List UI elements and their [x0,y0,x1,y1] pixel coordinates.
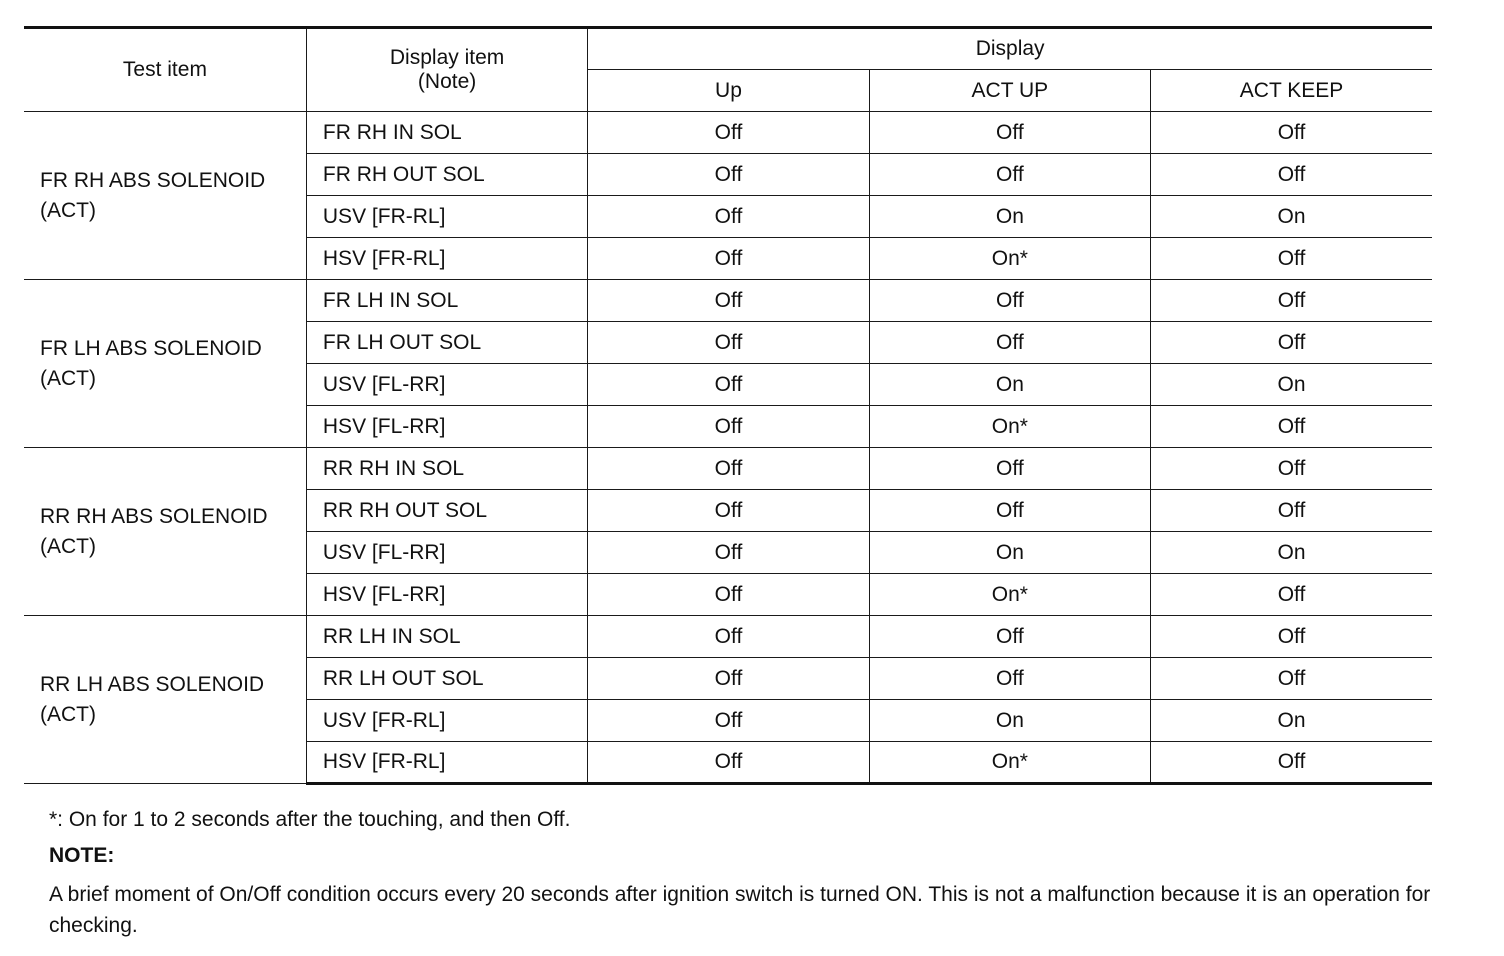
up-value-cell: Off [588,490,869,532]
test-item-suffix: (ACT) [40,366,96,390]
header-display: Display [588,28,1432,70]
up-value-cell: Off [588,742,869,784]
act-up-value-cell: On* [869,574,1150,616]
display-item-cell: HSV [FR-RL] [306,238,587,280]
header-act-keep: ACT KEEP [1151,70,1432,112]
test-item-name: FR LH ABS SOLENOID [40,336,262,360]
display-item-cell: USV [FL-RR] [306,532,587,574]
up-value-cell: Off [588,238,869,280]
act-keep-value-cell: Off [1151,448,1432,490]
up-value-cell: Off [588,154,869,196]
display-item-cell: RR RH OUT SOL [306,490,587,532]
header-act-up: ACT UP [869,70,1150,112]
header-display-item [306,28,587,112]
act-up-value-cell: Off [869,448,1150,490]
act-keep-value-cell: Off [1151,658,1432,700]
table-row [24,280,1432,322]
display-item-cell: USV [FR-RL] [306,700,587,742]
test-item-suffix: (ACT) [40,534,96,558]
act-up-value-cell: Off [869,490,1150,532]
display-item-cell: FR RH IN SOL [306,112,587,154]
act-keep-value-cell: On [1151,364,1432,406]
header-test-item: Test item [24,28,306,112]
note-body: A brief moment of On/Off condition occurs every 20 seconds after ignition switch is turned ON. This is not a malfunction because it is an operation for checking. [49,883,1431,937]
note-title: NOTE: [49,844,115,867]
act-keep-value-cell: Off [1151,238,1432,280]
act-up-value-cell: Off [869,154,1150,196]
solenoid-test-table [24,26,1432,785]
act-up-value-cell: On [869,700,1150,742]
act-keep-value-cell: On [1151,196,1432,238]
act-up-value-cell: Off [869,280,1150,322]
display-item-cell: FR RH OUT SOL [306,154,587,196]
act-keep-value-cell: Off [1151,112,1432,154]
up-value-cell: Off [588,112,869,154]
act-up-value-cell: Off [869,658,1150,700]
act-up-value-cell: On* [869,406,1150,448]
display-item-cell: RR LH IN SOL [306,616,587,658]
display-item-cell: RR LH OUT SOL [306,658,587,700]
up-value-cell: Off [588,280,869,322]
test-item-name: RR RH ABS SOLENOID [40,504,268,528]
act-keep-value-cell: On [1151,532,1432,574]
table-row [24,112,1432,154]
act-keep-value-cell: On [1151,700,1432,742]
up-value-cell: Off [588,364,869,406]
test-item-cell [24,448,306,616]
act-keep-value-cell: Off [1151,490,1432,532]
header-up: Up [588,70,869,112]
display-item-cell: USV [FL-RR] [306,364,587,406]
up-value-cell: Off [588,196,869,238]
up-value-cell: Off [588,406,869,448]
test-item-cell [24,616,306,784]
test-item-cell [24,112,306,280]
test-item-cell [24,280,306,448]
test-item-name: FR RH ABS SOLENOID [40,168,266,192]
act-keep-value-cell: Off [1151,154,1432,196]
display-item-cell: HSV [FL-RR] [306,574,587,616]
act-up-value-cell: Off [869,322,1150,364]
up-value-cell: Off [588,700,869,742]
act-keep-value-cell: Off [1151,406,1432,448]
act-keep-value-cell: Off [1151,574,1432,616]
display-item-cell: HSV [FR-RL] [306,742,587,784]
act-up-value-cell: On [869,364,1150,406]
table-body [24,112,1432,784]
test-item-name: RR LH ABS SOLENOID [40,672,265,696]
act-up-value-cell: On [869,532,1150,574]
up-value-cell: Off [588,616,869,658]
table-row [24,448,1432,490]
display-item-cell: USV [FR-RL] [306,196,587,238]
up-value-cell: Off [588,658,869,700]
up-value-cell: Off [588,574,869,616]
test-item-suffix: (ACT) [40,702,96,726]
act-keep-value-cell: Off [1151,280,1432,322]
act-keep-value-cell: Off [1151,322,1432,364]
act-up-value-cell: On* [869,238,1150,280]
display-item-cell: HSV [FL-RR] [306,406,587,448]
act-keep-value-cell: Off [1151,742,1432,784]
display-item-cell: FR LH OUT SOL [306,322,587,364]
act-up-value-cell: Off [869,112,1150,154]
up-value-cell: Off [588,322,869,364]
up-value-cell: Off [588,532,869,574]
footnote: *: On for 1 to 2 seconds after the touching, and then Off. [49,808,571,831]
header-row-1 [24,28,1432,70]
up-value-cell: Off [588,448,869,490]
header-display-item-line1: Display item [389,46,505,69]
test-item-suffix: (ACT) [40,198,96,222]
act-keep-value-cell: Off [1151,616,1432,658]
act-up-value-cell: On* [869,742,1150,784]
header-display-item-line2: (Note) [417,70,477,93]
display-item-cell: FR LH IN SOL [306,280,587,322]
display-item-cell: RR RH IN SOL [306,448,587,490]
table-row [24,616,1432,658]
act-up-value-cell: On [869,196,1150,238]
act-up-value-cell: Off [869,616,1150,658]
